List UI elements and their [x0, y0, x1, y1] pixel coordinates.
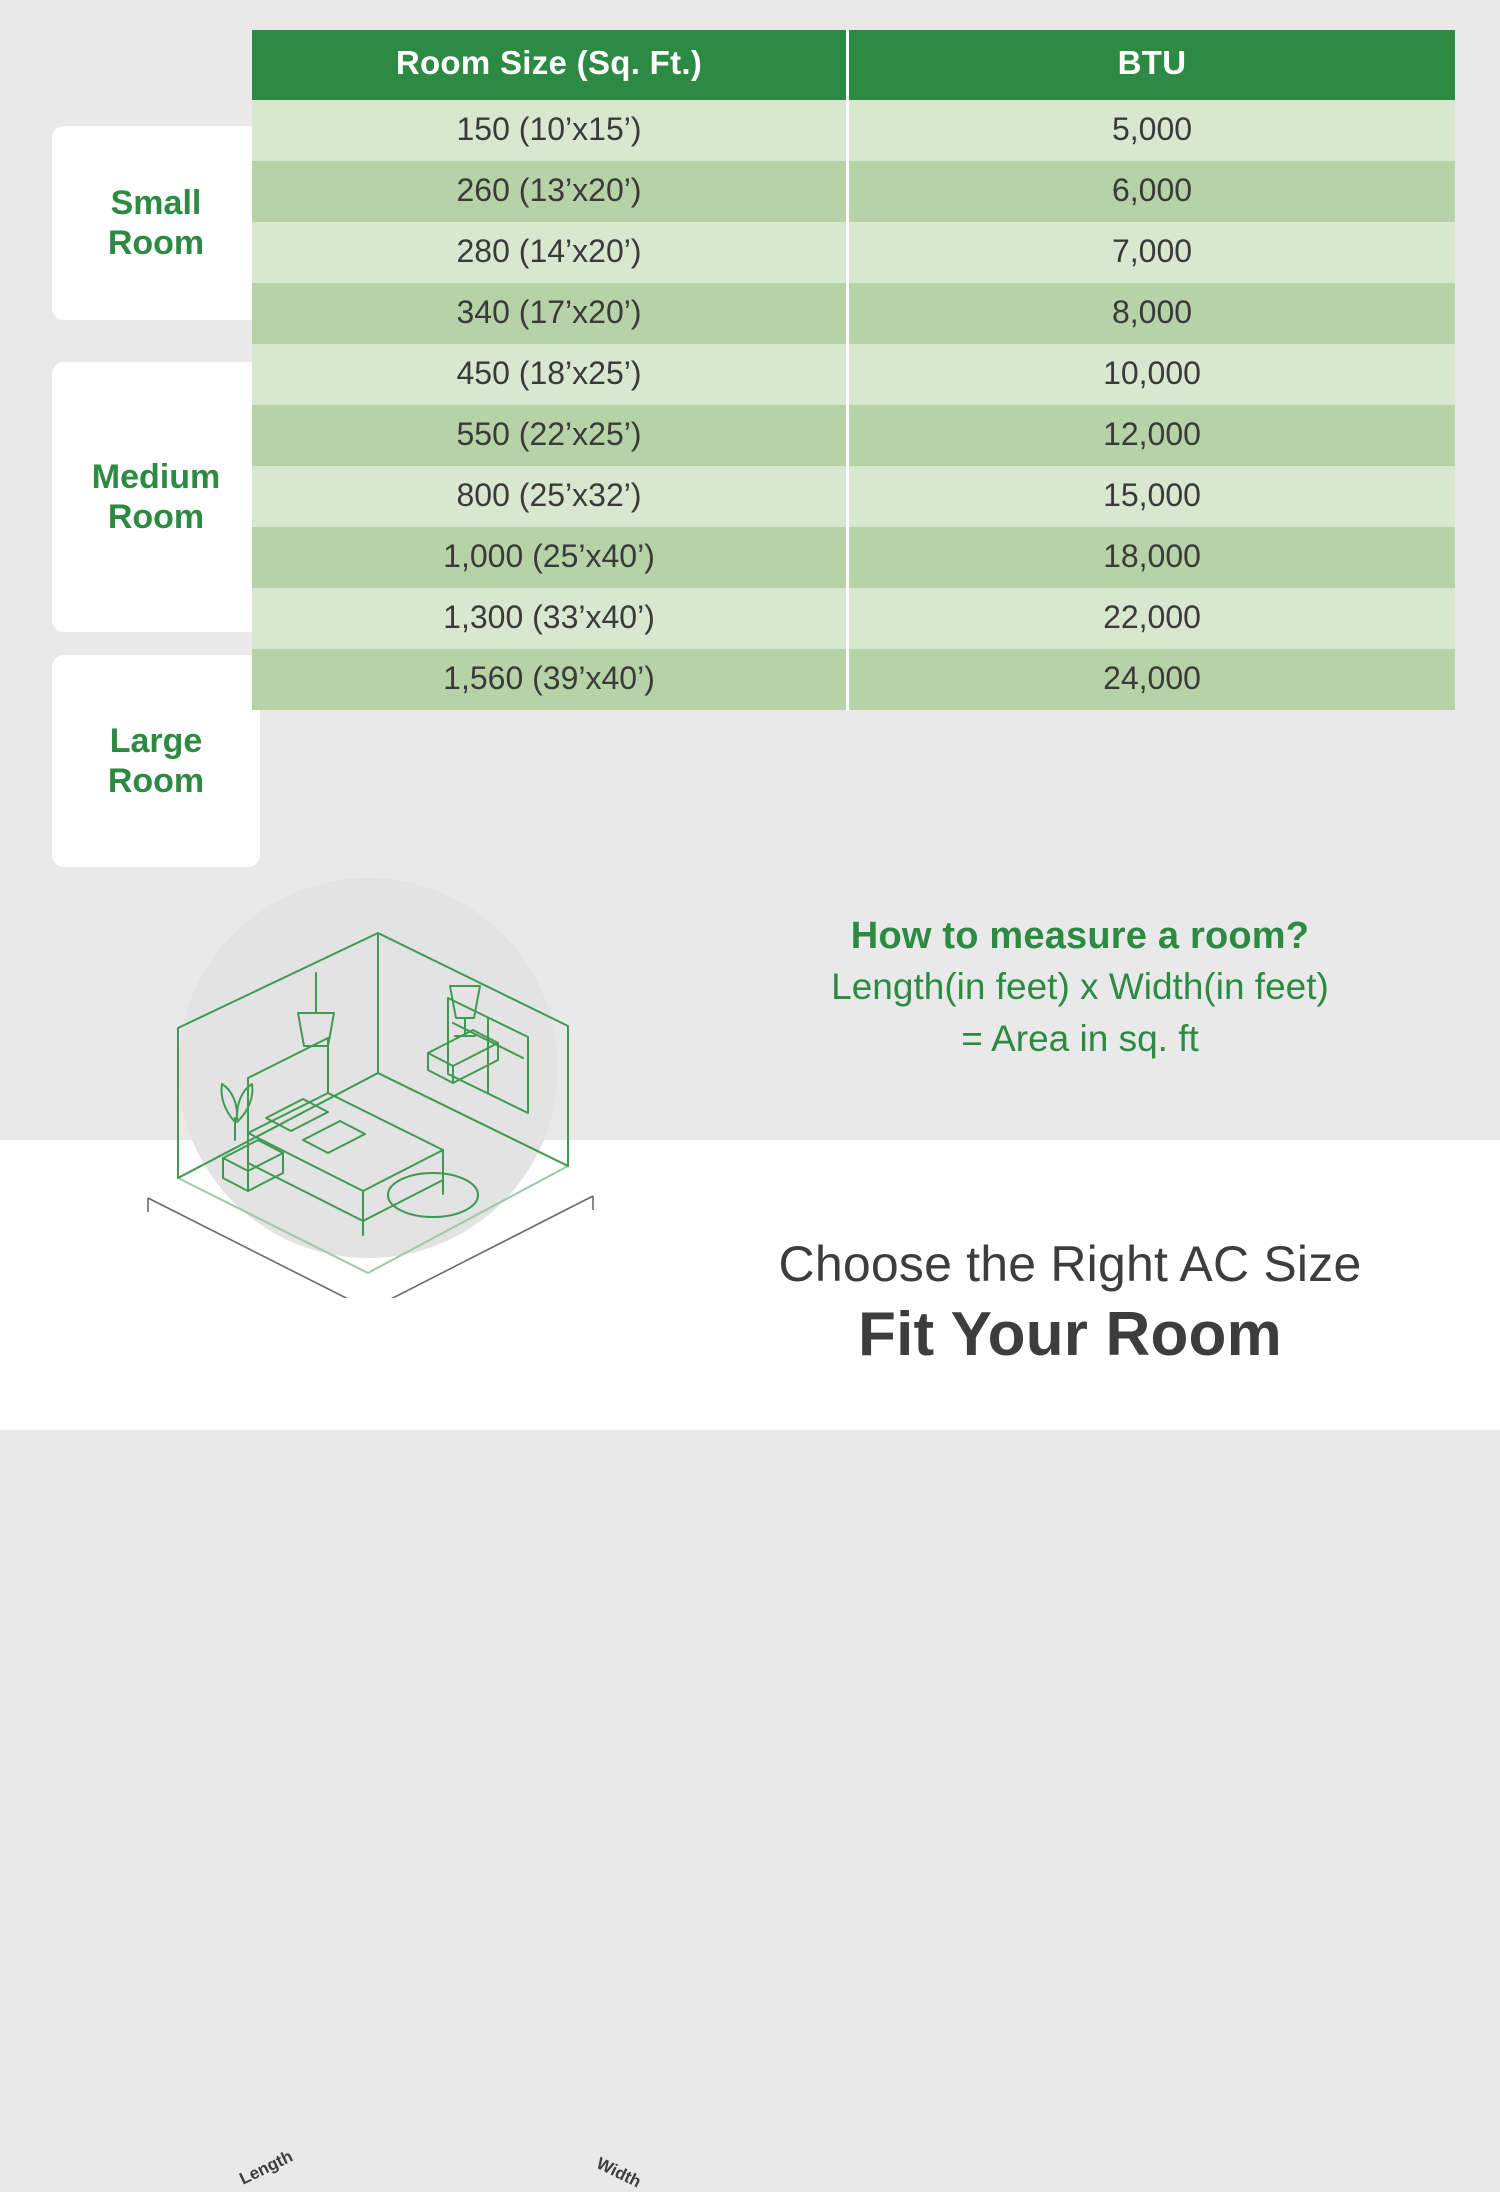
cell-btu: 15,000: [848, 466, 1456, 527]
table-row: [252, 100, 1455, 161]
btu-table: [252, 30, 1455, 710]
cell-room-size: 800 (25’x32’): [252, 466, 848, 527]
headline-line1: Choose the Right AC Size: [778, 1236, 1362, 1292]
headline-line2: Fit Your Room: [858, 1300, 1282, 1369]
cell-btu: 24,000: [848, 649, 1456, 710]
cell-btu: 6,000: [848, 161, 1456, 222]
cell-btu: 5,000: [848, 100, 1456, 161]
table-row: [252, 222, 1455, 283]
table-row: [252, 649, 1455, 710]
cell-room-size: 150 (10’x15’): [252, 100, 848, 161]
category-small-line2: Room: [107, 224, 205, 262]
cell-room-size: 1,300 (33’x40’): [252, 588, 848, 649]
cell-btu: 18,000: [848, 527, 1456, 588]
cell-btu: 8,000: [848, 283, 1456, 344]
category-label-medium-room: [52, 362, 260, 632]
table-row: [252, 344, 1455, 405]
table-row: [252, 405, 1455, 466]
category-large-line1: Large: [109, 721, 203, 760]
measure-formula-line1: Length(in feet) x Width(in feet): [831, 966, 1329, 1007]
table-row: [252, 588, 1455, 649]
cell-btu: 10,000: [848, 344, 1456, 405]
btu-table-wrapper: [252, 30, 1452, 710]
headline-block: [660, 1235, 1480, 1370]
measure-question: How to measure a room?: [850, 915, 1310, 957]
table-row: [252, 466, 1455, 527]
cell-room-size: 1,560 (39’x40’): [252, 649, 848, 710]
category-small-line1: Small: [110, 183, 202, 222]
category-large-line2: Room: [107, 762, 205, 800]
cell-room-size: 260 (13’x20’): [252, 161, 848, 222]
table-row: [252, 161, 1455, 222]
cell-room-size: 1,000 (25’x40’): [252, 527, 848, 588]
table-row: [252, 527, 1455, 588]
category-medium-line1: Medium: [91, 457, 221, 496]
category-medium-line2: Room: [107, 498, 205, 536]
cell-btu: 7,000: [848, 222, 1456, 283]
room-illustration: [98, 878, 658, 2192]
room-illustration-svg: [98, 878, 658, 1298]
cell-room-size: 550 (22’x25’): [252, 405, 848, 466]
measure-block: [690, 915, 1470, 1063]
measure-formula-line2: = Area in sq. ft: [961, 1018, 1199, 1060]
cell-room-size: 450 (18’x25’): [252, 344, 848, 405]
dimension-label-length: Length: [236, 2146, 296, 2189]
cell-room-size: 280 (14’x20’): [252, 222, 848, 283]
cell-room-size: 340 (17’x20’): [252, 283, 848, 344]
cell-btu: 22,000: [848, 588, 1456, 649]
header-btu: BTU: [848, 30, 1456, 100]
table-row: [252, 283, 1455, 344]
dimension-label-width: Width: [593, 2153, 645, 2192]
category-label-large-room: [52, 655, 260, 867]
table-header-row: [252, 30, 1455, 100]
cell-btu: 12,000: [848, 405, 1456, 466]
header-room-size: Room Size (Sq. Ft.): [252, 30, 848, 100]
category-label-small-room: [52, 126, 260, 320]
